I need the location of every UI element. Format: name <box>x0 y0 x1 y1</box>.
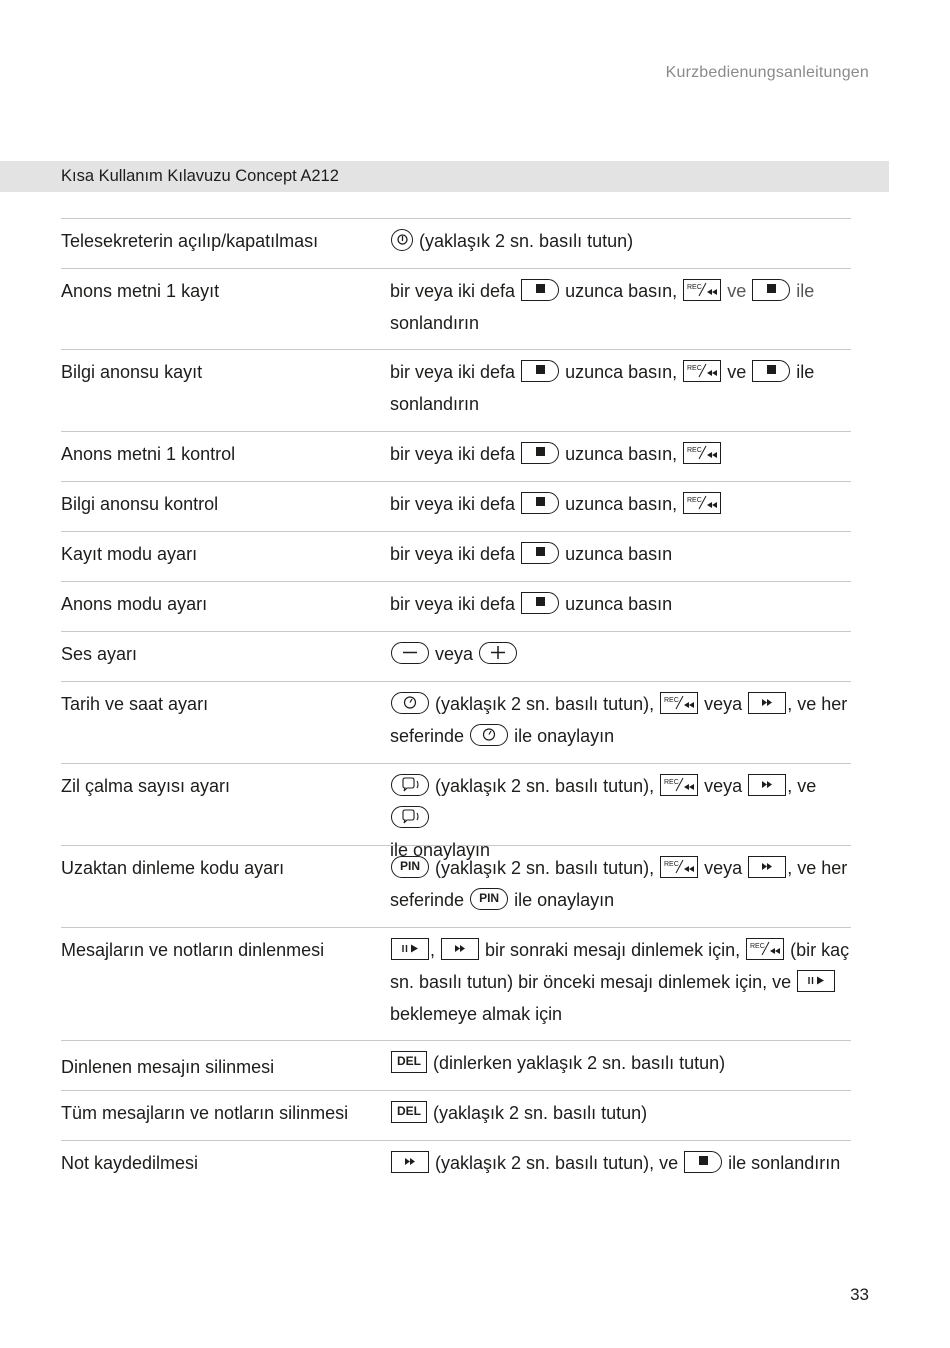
svg-text:REC: REC <box>687 497 702 505</box>
hint-text: veya <box>704 858 743 878</box>
hint-text: ile <box>796 362 815 382</box>
hint-text: , ve her <box>787 858 848 878</box>
table-row <box>61 268 851 349</box>
row-instruction <box>390 488 851 520</box>
power-icon <box>391 229 413 251</box>
hint-text: (yaklaşık 2 sn. basılı tutun), ve <box>435 1153 679 1173</box>
hint-text: bir veya iki defa <box>390 594 516 614</box>
rec-rewind-icon <box>683 492 721 514</box>
hint-text: bir veya iki defa <box>390 362 516 382</box>
hint-text: uzunca basın, <box>565 494 678 514</box>
table-row <box>61 349 851 431</box>
row-label: Uzaktan dinleme kodu ayarı <box>61 858 285 878</box>
hint-text: (bir kaç <box>790 940 850 960</box>
hint-text: (yaklaşık 2 sn. basılı tutun) <box>419 231 634 251</box>
row-instruction <box>390 225 851 257</box>
row-instruction <box>390 275 851 339</box>
stop-icon <box>752 360 790 382</box>
row-label: Tarih ve saat ayarı <box>61 694 209 714</box>
stop-icon <box>521 360 559 382</box>
minus-icon <box>391 642 429 664</box>
hint-text: veya <box>704 776 743 796</box>
row-instruction <box>390 588 851 620</box>
svg-text:REC: REC <box>664 861 679 869</box>
row-instruction <box>390 852 851 916</box>
hint-text: bir veya iki defa <box>390 544 516 564</box>
table-row <box>61 481 851 531</box>
hint-text: bir veya iki defa <box>390 444 516 464</box>
hint-text: beklemeye almak için <box>390 1004 563 1024</box>
svg-text:REC: REC <box>687 365 702 373</box>
rec-rewind-icon <box>746 938 784 960</box>
rec-rewind-icon <box>660 856 698 878</box>
row-label: Zil çalma sayısı ayarı <box>61 776 231 796</box>
table-row <box>61 581 851 631</box>
hint-text: veya <box>704 694 743 714</box>
hint-text: sonlandırın <box>390 313 480 333</box>
rec-rewind-icon <box>683 442 721 464</box>
hint-text: seferinde <box>390 890 465 910</box>
svg-text:REC: REC <box>750 943 765 951</box>
row-instruction <box>390 934 851 1030</box>
row-label: Kayıt modu ayarı <box>61 544 198 564</box>
instruction-table <box>61 218 851 1190</box>
fast-forward-icon <box>391 1151 429 1173</box>
stop-icon <box>521 442 559 464</box>
hint-text: (yaklaşık 2 sn. basılı tutun) <box>433 1103 648 1123</box>
pin-key: PIN <box>470 888 508 910</box>
table-row <box>61 1090 851 1140</box>
ring-icon <box>391 774 429 796</box>
hint-text: bir veya iki defa <box>390 494 516 514</box>
row-instruction <box>390 538 851 570</box>
row-label: Anons modu ayarı <box>61 594 208 614</box>
table-row <box>61 531 851 581</box>
hint-text: ile sonlandırın <box>728 1153 841 1173</box>
row-label: Mesajların ve notların dinlenmesi <box>61 940 325 960</box>
hint-text: , <box>430 940 436 960</box>
play-pause-icon <box>391 938 429 960</box>
clock-icon <box>470 724 508 746</box>
svg-text:REC: REC <box>687 284 702 292</box>
plus-icon <box>479 642 517 664</box>
stop-icon <box>521 592 559 614</box>
hint-text: (dinlerken yaklaşık 2 sn. basılı tutun) <box>433 1053 726 1073</box>
row-label: Anons metni 1 kontrol <box>61 444 236 464</box>
hint-text: uzunca basın, <box>565 362 678 382</box>
hint-text: ile onaylayın <box>514 726 615 746</box>
del-key: DEL <box>391 1051 427 1073</box>
row-label: Tüm mesajların ve notların silinmesi <box>61 1103 349 1123</box>
clock-icon <box>391 692 429 714</box>
table-row <box>61 1140 851 1190</box>
page-number: 33 <box>850 1285 869 1304</box>
row-instruction <box>390 1147 851 1179</box>
stop-icon <box>521 279 559 301</box>
rec-rewind-icon <box>660 774 698 796</box>
row-label: Anons metni 1 kayıt <box>61 281 220 301</box>
table-row <box>61 218 851 268</box>
fast-forward-icon <box>441 938 479 960</box>
hint-text: ve <box>727 281 747 301</box>
hint-text: ve <box>727 362 747 382</box>
table-row <box>61 631 851 681</box>
row-instruction <box>390 638 851 670</box>
hint-text: uzunca basın, <box>565 281 678 301</box>
hint-text: veya <box>435 644 474 664</box>
hint-text: (yaklaşık 2 sn. basılı tutun), <box>435 776 655 796</box>
table-row <box>61 1040 851 1090</box>
hint-text: uzunca basın, <box>565 444 678 464</box>
svg-text:REC: REC <box>687 447 702 455</box>
table-row <box>61 927 851 1040</box>
row-label: Telesekreterin açılıp/kapatılması <box>61 231 319 251</box>
row-instruction <box>390 1097 851 1129</box>
hint-text: (yaklaşık 2 sn. basılı tutun), <box>435 858 655 878</box>
row-label: Dinlenen mesajın silinmesi <box>61 1057 275 1077</box>
stop-icon <box>752 279 790 301</box>
hint-text: sonlandırın <box>390 394 480 414</box>
play-pause-icon <box>797 970 835 992</box>
ring-icon <box>391 806 429 828</box>
running-header: Kurzbedienungsanleitungen <box>665 64 869 81</box>
hint-text: bir sonraki mesajı dinlemek için, <box>485 940 741 960</box>
pin-key: PIN <box>391 856 429 878</box>
row-label: Bilgi anonsu kontrol <box>61 494 219 514</box>
hint-text: seferinde <box>390 726 465 746</box>
section-title-bar <box>0 161 889 192</box>
svg-text:REC: REC <box>664 697 679 705</box>
hint-text: sn. basılı tutun) bir önceki mesajı dinlemek için, ve <box>390 972 792 992</box>
table-row <box>61 681 851 763</box>
rec-rewind-icon <box>683 360 721 382</box>
hint-text: ile onaylayın <box>514 890 615 910</box>
row-instruction <box>390 438 851 470</box>
hint-text: , ve her <box>787 694 848 714</box>
stop-icon <box>521 492 559 514</box>
row-instruction <box>390 1047 851 1079</box>
fast-forward-icon <box>748 856 786 878</box>
stop-icon <box>684 1151 722 1173</box>
hint-text: ile onaylayın <box>390 840 491 860</box>
fast-forward-icon <box>748 774 786 796</box>
hint-text: ile <box>796 281 815 301</box>
rec-rewind-icon <box>683 279 721 301</box>
stop-icon <box>521 542 559 564</box>
hint-text: uzunca basın <box>565 594 673 614</box>
hint-text: bir veya iki defa <box>390 281 516 301</box>
row-instruction <box>390 356 851 420</box>
section-title: Kısa Kullanım Kılavuzu Concept A212 <box>61 167 339 185</box>
hint-text: (yaklaşık 2 sn. basılı tutun), <box>435 694 655 714</box>
del-key: DEL <box>391 1101 427 1123</box>
row-instruction <box>390 688 851 752</box>
table-row <box>61 845 851 927</box>
table-row <box>61 431 851 481</box>
rec-rewind-icon <box>660 692 698 714</box>
hint-text: uzunca basın <box>565 544 673 564</box>
hint-text: , ve <box>787 776 817 796</box>
table-row <box>61 763 851 860</box>
row-label: Ses ayarı <box>61 644 138 664</box>
row-label: Not kaydedilmesi <box>61 1153 199 1173</box>
fast-forward-icon <box>748 692 786 714</box>
svg-text:REC: REC <box>664 779 679 787</box>
row-label: Bilgi anonsu kayıt <box>61 362 203 382</box>
